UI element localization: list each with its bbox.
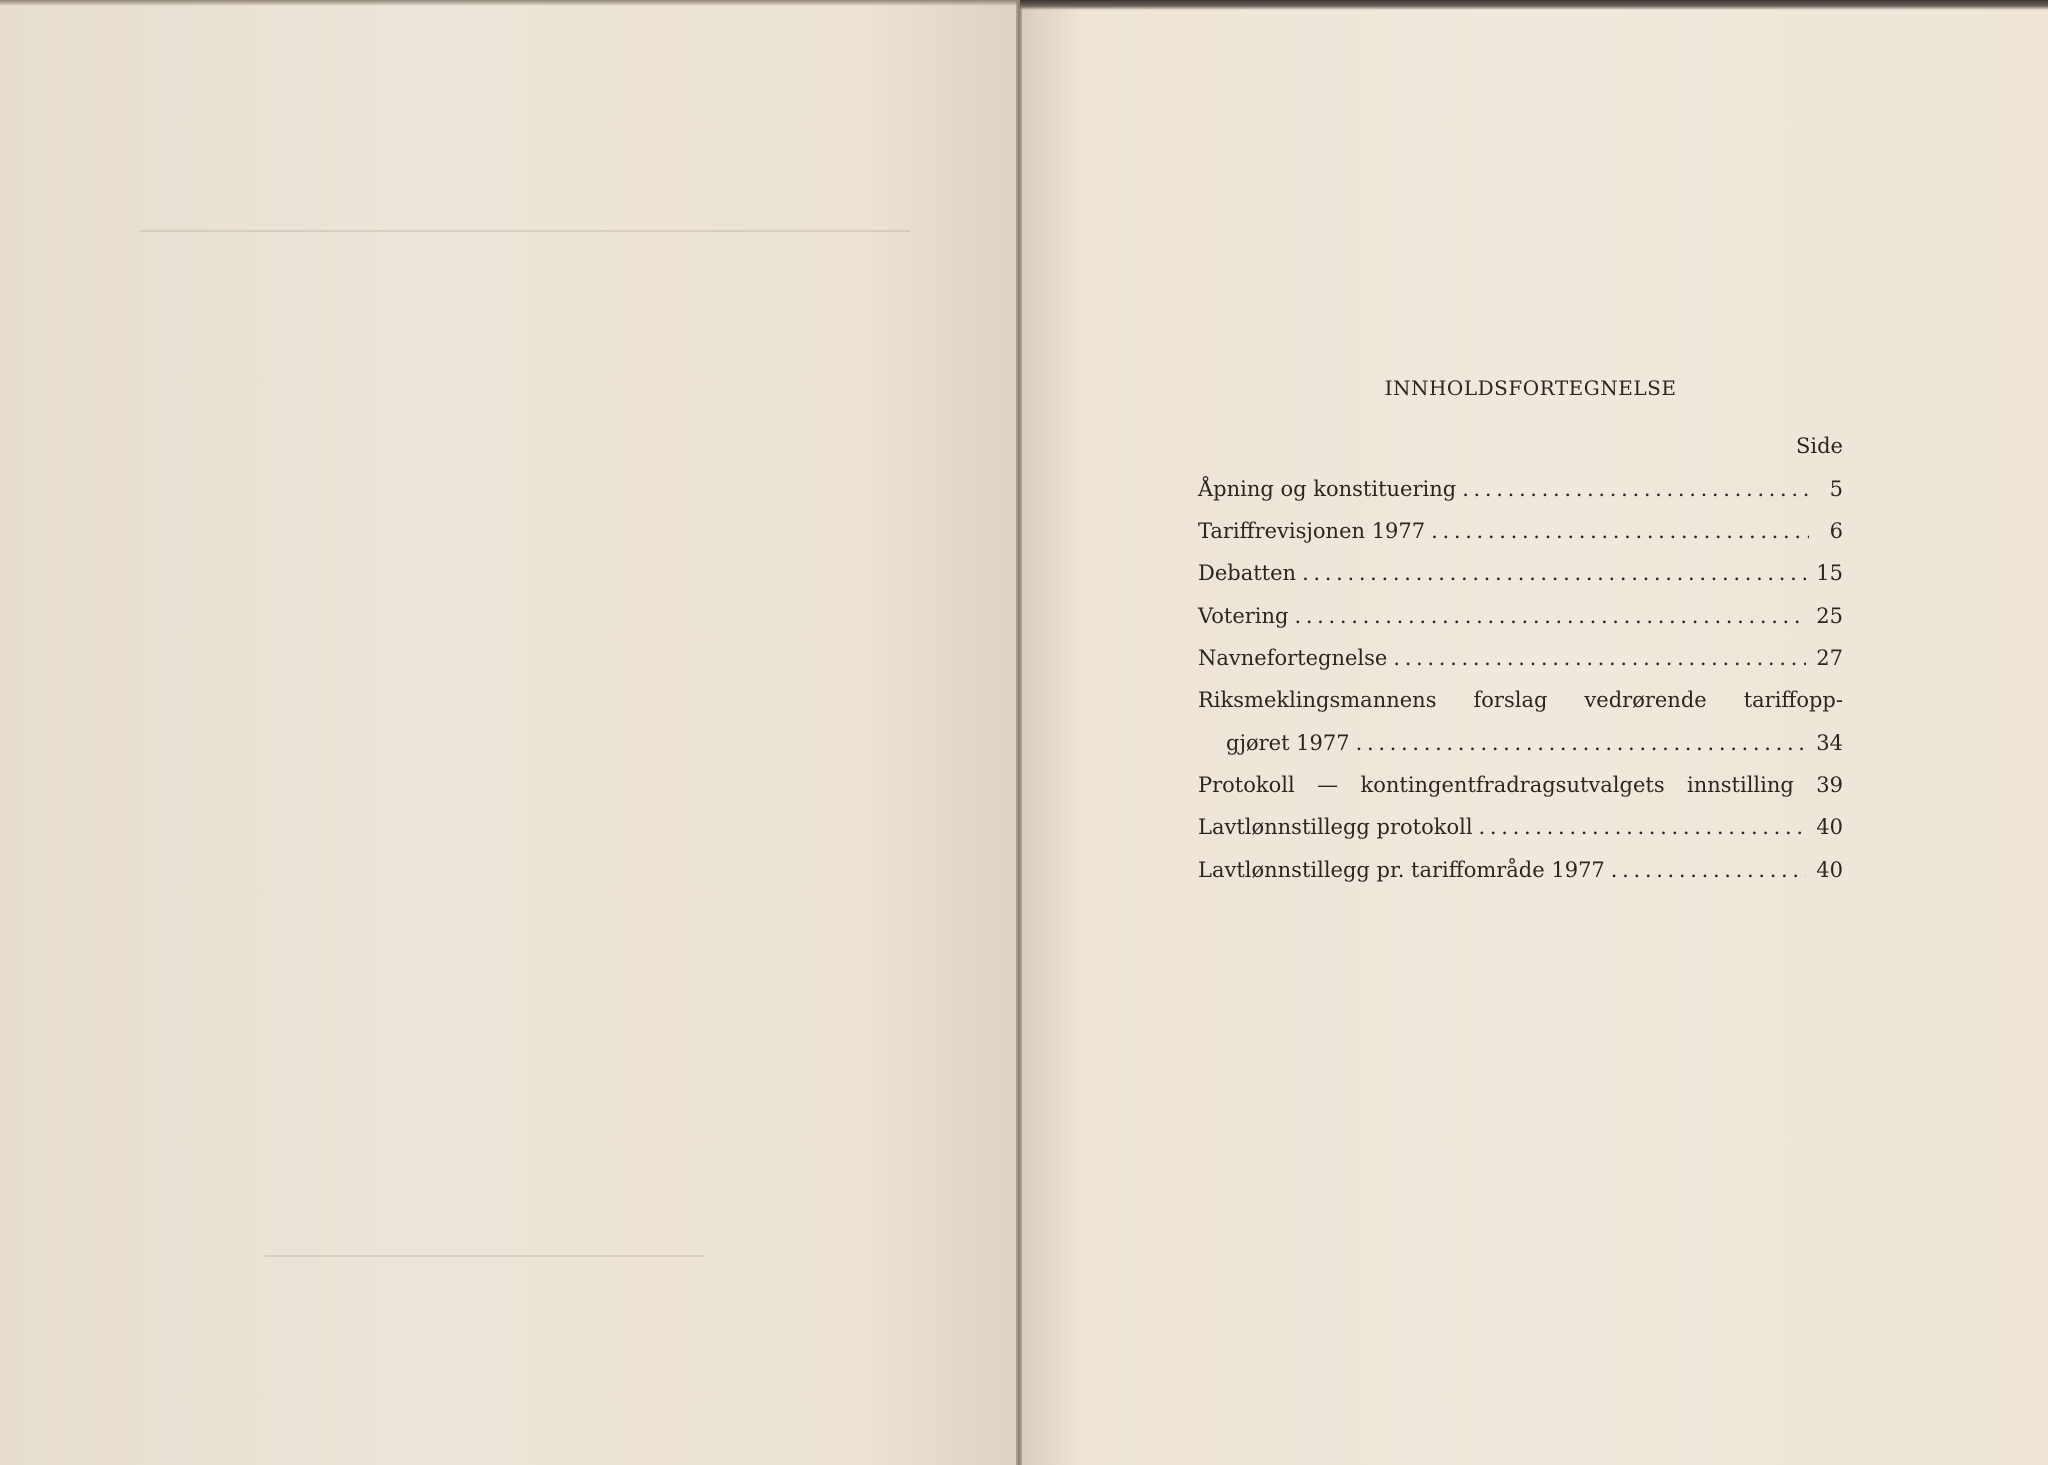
- toc-entry-word: Riksmeklingsmannens: [1198, 688, 1437, 712]
- toc-entry-word: innstilling: [1687, 773, 1794, 797]
- toc-entry-label: Navnefortegnelse: [1198, 646, 1388, 670]
- left-page: [0, 0, 1020, 1465]
- toc-entry-word: kontingentfradragsutvalgets: [1360, 773, 1665, 797]
- book-spine: [1016, 0, 1022, 1465]
- toc-entry[interactable]: [1198, 474, 1843, 504]
- toc-entry[interactable]: [1198, 855, 1843, 885]
- toc-leader-dots: [1611, 855, 1806, 885]
- toc-entry-page: 15: [1816, 561, 1843, 585]
- toc-entry-page: 27: [1816, 646, 1843, 670]
- bleed-through-rule: [140, 230, 910, 232]
- toc-entry-word: tariffopp-: [1743, 688, 1843, 712]
- toc-entry[interactable]: [1198, 558, 1843, 588]
- toc-entry-word: Protokoll: [1198, 773, 1295, 797]
- toc-entry-label: Votering: [1198, 604, 1289, 628]
- toc-entry-page: 40: [1816, 858, 1843, 882]
- toc-entry-word: forslag: [1473, 688, 1548, 712]
- toc-entry-label: Lavtlønnstillegg pr. tariffområde 1977: [1198, 858, 1605, 882]
- toc-leader-dots: [1462, 474, 1809, 504]
- toc-title: INNHOLDSFORTEGNELSE: [1384, 376, 1677, 400]
- toc-entry-line-2[interactable]: [1198, 728, 1843, 758]
- toc-entry-word: vedrørende: [1584, 688, 1707, 712]
- toc-entry-label: Åpning og konstituering: [1198, 477, 1457, 501]
- toc-entry-page: 5: [1829, 477, 1843, 501]
- toc-entry-label: gjøret 1977: [1226, 731, 1350, 755]
- toc-entry-word: —: [1317, 773, 1339, 797]
- toc-leader-dots: [1356, 728, 1807, 758]
- right-page-top-shadow: [1020, 0, 2048, 10]
- toc-entry[interactable]: [1198, 516, 1843, 546]
- left-page-top-shadow: [0, 0, 1020, 6]
- bleed-through-rule: [265, 1255, 705, 1257]
- toc-entry-page: 39: [1816, 773, 1843, 797]
- toc-entry-label: Lavtlønnstillegg protokoll: [1198, 815, 1473, 839]
- toc-page-column-label: Side: [1796, 434, 1843, 458]
- toc-entry-label: Tariffrevisjonen 1977: [1198, 519, 1426, 543]
- toc-entry[interactable]: [1198, 601, 1843, 631]
- toc-entry-label: Debatten: [1198, 561, 1297, 585]
- toc-leader-dots: [1479, 812, 1807, 842]
- toc-entry-page: 25: [1816, 604, 1843, 628]
- toc-entry[interactable]: [1198, 770, 1843, 800]
- toc-entry-line-1[interactable]: [1198, 685, 1843, 715]
- toc-entry-page: 34: [1816, 731, 1843, 755]
- toc-leader-dots: [1302, 558, 1806, 588]
- toc-entry-page: 6: [1829, 519, 1843, 543]
- toc-leader-dots: [1393, 643, 1806, 673]
- toc-entry[interactable]: [1198, 812, 1843, 842]
- toc-entry-page: 40: [1816, 815, 1843, 839]
- toc-leader-dots: [1431, 516, 1809, 546]
- toc-entry[interactable]: [1198, 643, 1843, 673]
- toc-leader-dots: [1294, 601, 1806, 631]
